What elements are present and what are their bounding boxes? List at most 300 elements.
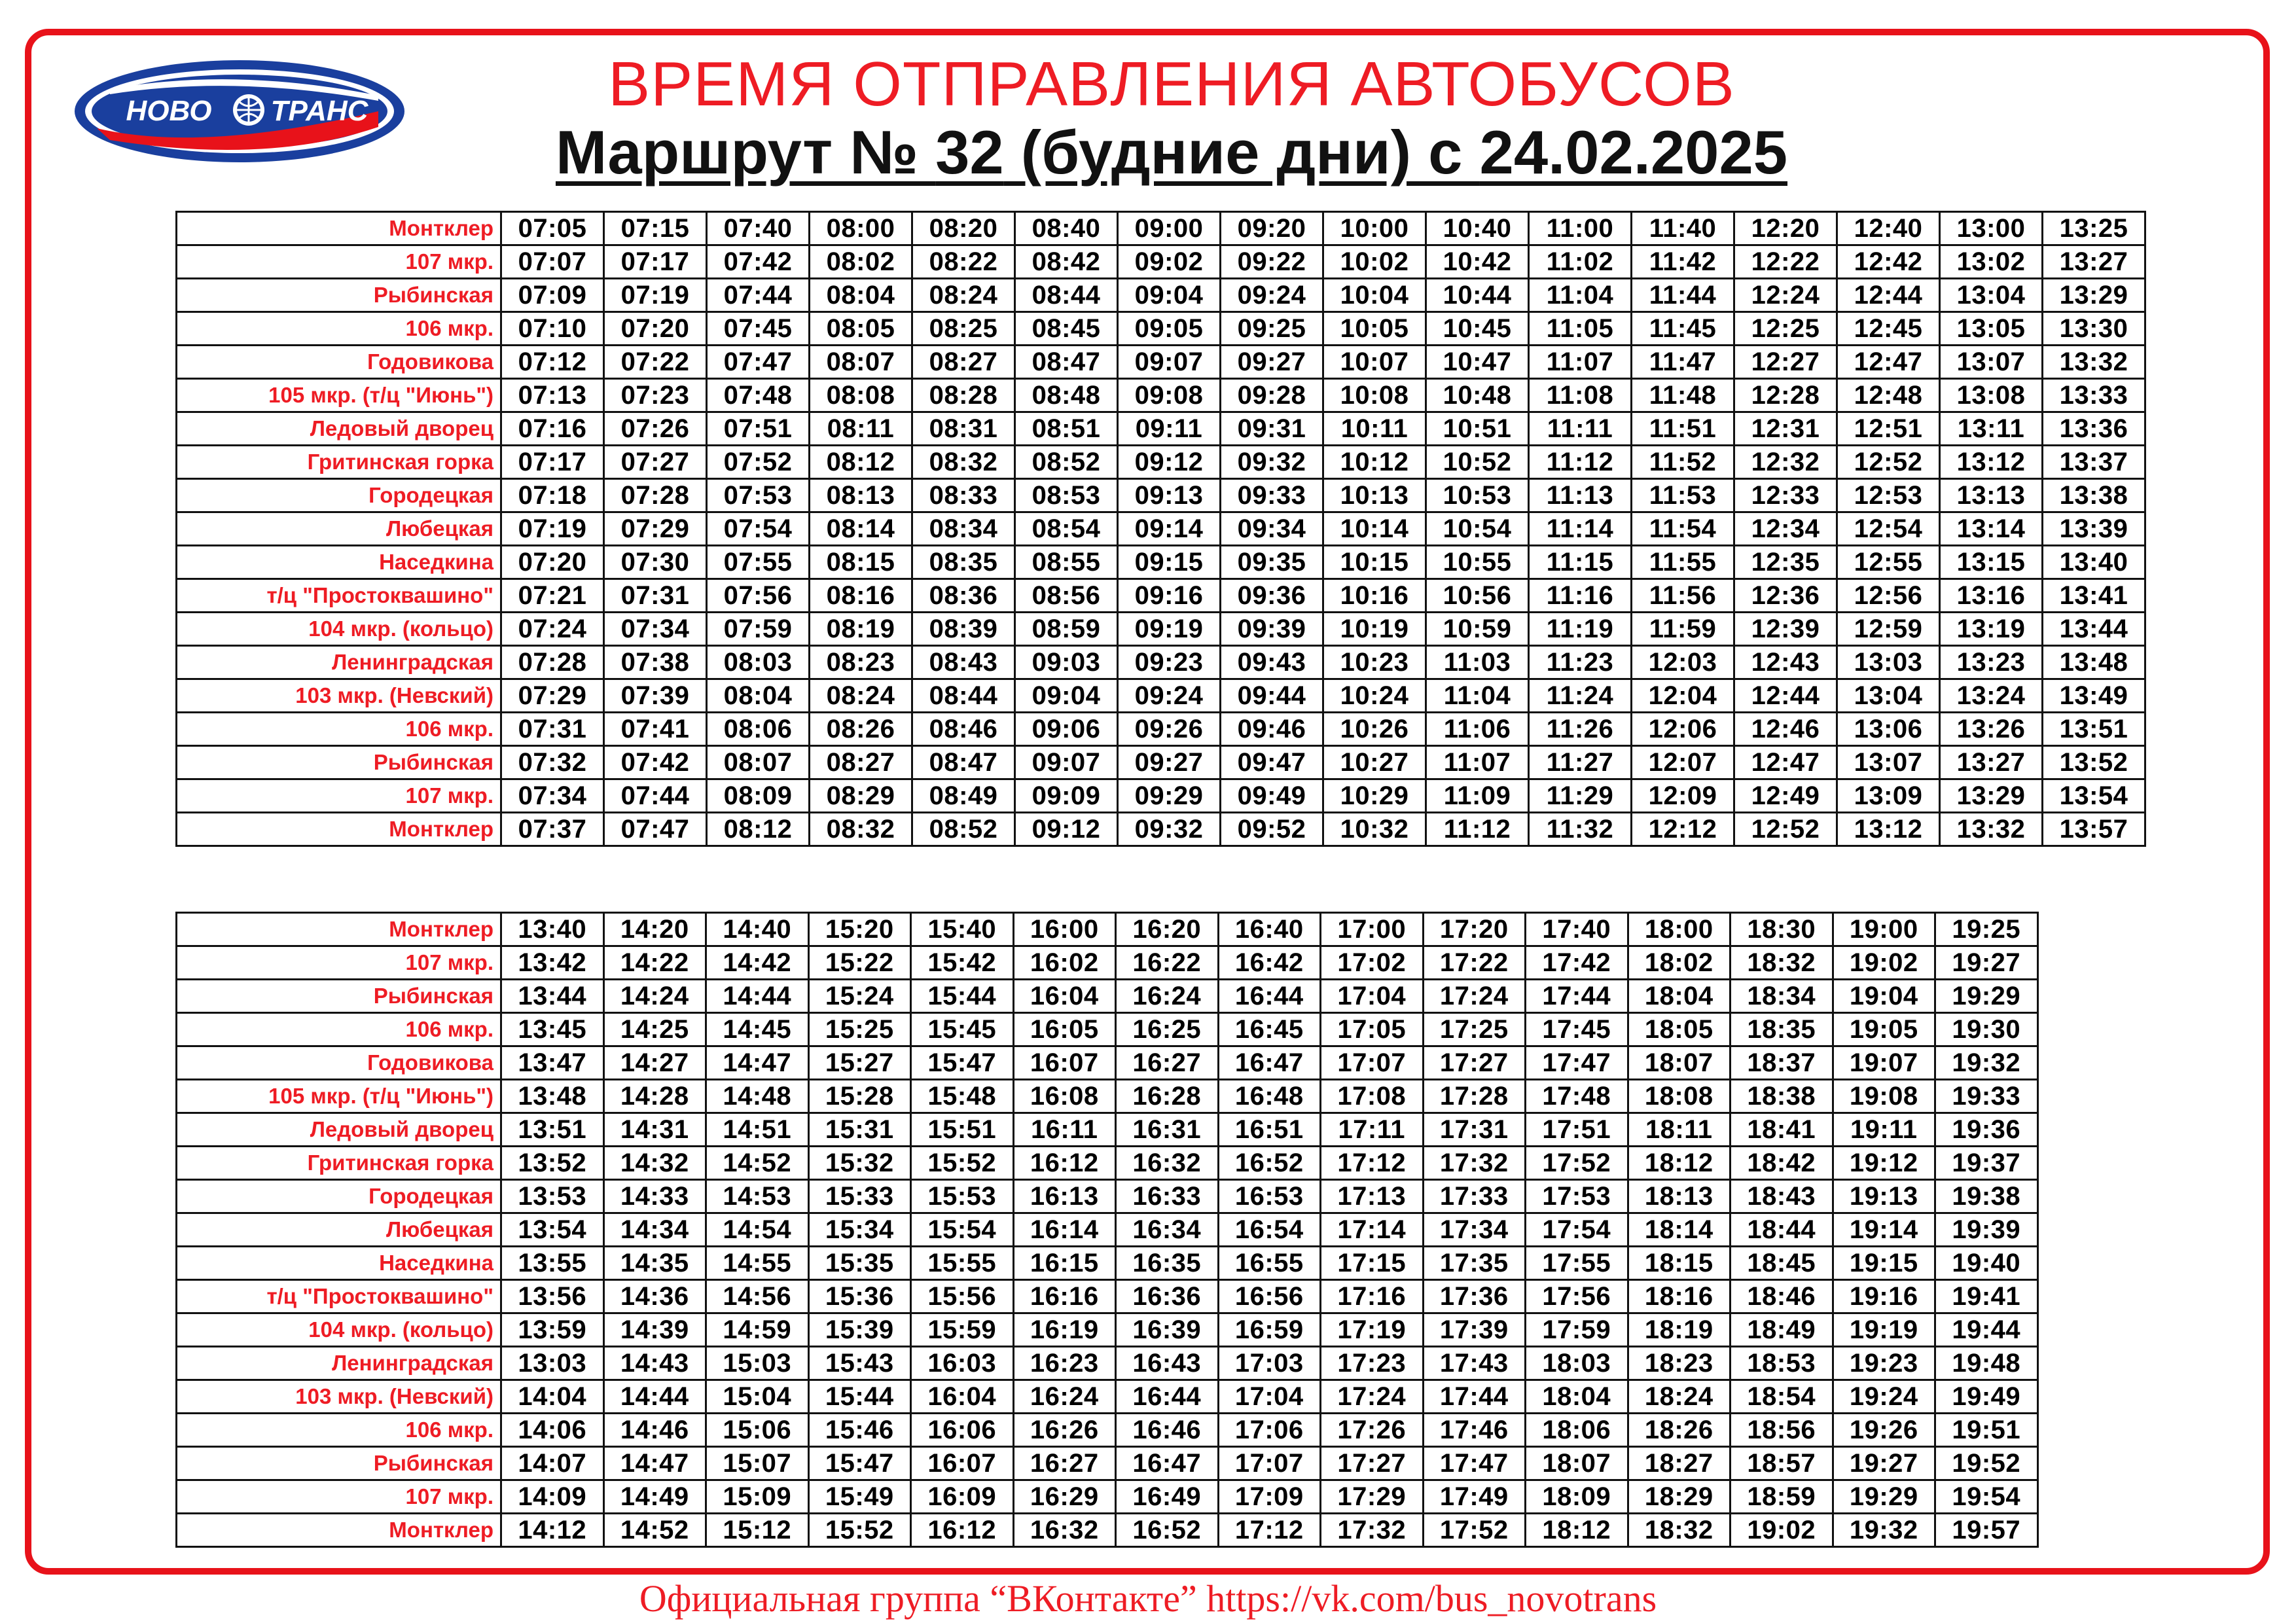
departure-time: 08:27: [912, 346, 1015, 379]
departure-time: 17:35: [1423, 1247, 1526, 1280]
departure-time: 09:39: [1221, 613, 1323, 646]
departure-time: 18:12: [1628, 1147, 1731, 1180]
departure-time: 13:24: [1940, 679, 2043, 713]
departure-time: 11:09: [1426, 779, 1529, 813]
departure-time: 07:39: [604, 679, 707, 713]
departure-time: 19:49: [1935, 1380, 2038, 1414]
departure-time: 09:26: [1118, 713, 1221, 746]
departure-time: 19:14: [1833, 1213, 1935, 1247]
departure-time: 13:37: [2043, 446, 2145, 479]
table-row: [177, 1247, 2038, 1280]
departure-time: 11:07: [1529, 346, 1632, 379]
departure-time: 10:47: [1426, 346, 1529, 379]
departure-time: 17:04: [1218, 1380, 1321, 1414]
departure-time: 15:56: [911, 1280, 1014, 1313]
departure-time: 08:36: [912, 579, 1015, 613]
departure-time: 14:48: [706, 1080, 809, 1113]
departure-time: 19:27: [1935, 946, 2038, 980]
departure-time: 17:12: [1218, 1514, 1321, 1547]
departure-time: 13:29: [2043, 279, 2145, 312]
table-row: [177, 512, 2145, 546]
departure-time: 07:41: [604, 713, 707, 746]
departure-time: 17:19: [1321, 1313, 1424, 1347]
departure-time: 19:32: [1935, 1046, 2038, 1080]
stop-name: 107 мкр.: [177, 245, 501, 279]
departure-time: 16:27: [1013, 1447, 1116, 1480]
departure-time: 14:40: [706, 913, 809, 946]
departure-time: 19:29: [1833, 1480, 1935, 1514]
table-row: [177, 1313, 2038, 1347]
departure-time: 10:02: [1323, 245, 1426, 279]
departure-time: 14:45: [706, 1013, 809, 1046]
departure-time: 16:28: [1116, 1080, 1219, 1113]
departure-time: 18:03: [1526, 1347, 1628, 1380]
departure-time: 08:07: [707, 746, 810, 779]
departure-time: 13:56: [501, 1280, 604, 1313]
departure-time: 11:32: [1529, 813, 1632, 846]
departure-time: 19:25: [1935, 913, 2038, 946]
departure-time: 14:28: [603, 1080, 706, 1113]
table-row: [177, 279, 2145, 312]
departure-time: 16:52: [1116, 1514, 1219, 1547]
departure-time: 19:19: [1833, 1313, 1935, 1347]
departure-time: 17:25: [1423, 1013, 1526, 1046]
departure-time: 14:24: [603, 980, 706, 1013]
departure-time: 15:25: [808, 1013, 911, 1046]
table-row: [177, 913, 2038, 946]
departure-time: 17:29: [1321, 1480, 1424, 1514]
table-row: [177, 1046, 2038, 1080]
departure-time: 12:39: [1734, 613, 1837, 646]
departure-time: 17:46: [1423, 1414, 1526, 1447]
departure-time: 12:56: [1837, 579, 1940, 613]
departure-time: 18:19: [1628, 1313, 1731, 1347]
departure-time: 16:56: [1218, 1280, 1321, 1313]
departure-time: 07:17: [604, 245, 707, 279]
departure-time: 12:36: [1734, 579, 1837, 613]
departure-time: 14:31: [603, 1113, 706, 1147]
departure-time: 16:32: [1116, 1147, 1219, 1180]
departure-time: 16:29: [1013, 1480, 1116, 1514]
departure-time: 07:21: [501, 579, 604, 613]
departure-time: 08:23: [810, 646, 912, 679]
departure-time: 13:59: [501, 1313, 604, 1347]
departure-time: 17:24: [1321, 1380, 1424, 1414]
departure-time: 15:09: [706, 1480, 809, 1514]
departure-time: 10:56: [1426, 579, 1529, 613]
departure-time: 13:36: [2043, 412, 2145, 446]
departure-time: 17:26: [1321, 1414, 1424, 1447]
departure-time: 15:27: [808, 1046, 911, 1080]
table-row: [177, 1080, 2038, 1113]
departure-time: 08:19: [810, 613, 912, 646]
departure-time: 12:48: [1837, 379, 1940, 412]
departure-time: 13:33: [2043, 379, 2145, 412]
departure-time: 08:12: [707, 813, 810, 846]
departure-time: 14:09: [501, 1480, 604, 1514]
departure-time: 11:16: [1529, 579, 1632, 613]
departure-time: 10:29: [1323, 779, 1426, 813]
departure-time: 18:37: [1731, 1046, 1833, 1080]
stop-name: Городецкая: [177, 1180, 501, 1213]
departure-time: 18:16: [1628, 1280, 1731, 1313]
departure-time: 07:23: [604, 379, 707, 412]
departure-time: 14:59: [706, 1313, 809, 1347]
departure-time: 11:47: [1632, 346, 1734, 379]
departure-time: 16:14: [1013, 1213, 1116, 1247]
departure-time: 07:42: [707, 245, 810, 279]
departure-time: 09:29: [1118, 779, 1221, 813]
table-row: [177, 1347, 2038, 1380]
departure-time: 13:29: [1940, 779, 2043, 813]
table-row: [177, 212, 2145, 245]
departure-time: 13:40: [2043, 546, 2145, 579]
departure-time: 07:19: [501, 512, 604, 546]
departure-time: 08:29: [810, 779, 912, 813]
table-row: [177, 779, 2145, 813]
departure-time: 15:06: [706, 1414, 809, 1447]
departure-time: 07:20: [501, 546, 604, 579]
departure-time: 14:52: [603, 1514, 706, 1547]
stop-name: 104 мкр. (кольцо): [177, 613, 501, 646]
departure-time: 19:11: [1833, 1113, 1935, 1147]
departure-time: 15:22: [808, 946, 911, 980]
departure-time: 12:35: [1734, 546, 1837, 579]
departure-time: 18:07: [1628, 1046, 1731, 1080]
departure-time: 08:04: [810, 279, 912, 312]
departure-time: 08:34: [912, 512, 1015, 546]
departure-time: 18:04: [1628, 980, 1731, 1013]
departure-time: 15:24: [808, 980, 911, 1013]
departure-time: 18:32: [1628, 1514, 1731, 1547]
departure-time: 08:47: [912, 746, 1015, 779]
departure-time: 09:12: [1015, 813, 1118, 846]
departure-time: 11:12: [1426, 813, 1529, 846]
departure-time: 18:32: [1731, 946, 1833, 980]
stop-name: 107 мкр.: [177, 946, 501, 980]
departure-time: 17:32: [1423, 1147, 1526, 1180]
departure-time: 17:07: [1218, 1447, 1321, 1480]
table-row: [177, 713, 2145, 746]
departure-time: 08:44: [1015, 279, 1118, 312]
departure-time: 18:02: [1628, 946, 1731, 980]
table-row: [177, 1414, 2038, 1447]
departure-time: 16:00: [1013, 913, 1116, 946]
table-row: [177, 946, 2038, 980]
departure-time: 17:11: [1321, 1113, 1424, 1147]
stop-name: Монтклер: [177, 212, 501, 245]
departure-time: 08:53: [1015, 479, 1118, 512]
departure-time: 08:20: [912, 212, 1015, 245]
departure-time: 09:07: [1015, 746, 1118, 779]
departure-time: 13:51: [2043, 713, 2145, 746]
page-title: ВРЕМЯ ОТПРАВЛЕНИЯ АВТОБУСОВ: [608, 49, 1735, 119]
departure-time: 13:04: [1837, 679, 1940, 713]
departure-time: 16:23: [1013, 1347, 1116, 1380]
departure-time: 17:53: [1526, 1180, 1628, 1213]
departure-time: 17:03: [1218, 1347, 1321, 1380]
table-row: [177, 1447, 2038, 1480]
departure-time: 10:19: [1323, 613, 1426, 646]
departure-time: 07:24: [501, 613, 604, 646]
departure-time: 15:39: [808, 1313, 911, 1347]
departure-time: 08:02: [810, 245, 912, 279]
departure-time: 07:34: [604, 613, 707, 646]
departure-time: 18:13: [1628, 1180, 1731, 1213]
departure-time: 10:54: [1426, 512, 1529, 546]
departure-time: 12:22: [1734, 245, 1837, 279]
departure-time: 09:02: [1118, 245, 1221, 279]
departure-time: 09:07: [1118, 346, 1221, 379]
departure-time: 19:30: [1935, 1013, 2038, 1046]
logo-text-part2: ТРАНС: [270, 95, 368, 127]
stop-name: 104 мкр. (кольцо): [177, 1313, 501, 1347]
departure-time: 11:15: [1529, 546, 1632, 579]
departure-time: 15:35: [808, 1247, 911, 1280]
stop-name: Монтклер: [177, 813, 501, 846]
stop-name: 103 мкр. (Невский): [177, 1380, 501, 1414]
departure-time: 18:30: [1731, 913, 1833, 946]
table-row: [177, 446, 2145, 479]
departure-time: 08:32: [912, 446, 1015, 479]
departure-time: 12:28: [1734, 379, 1837, 412]
stop-name: 106 мкр.: [177, 1414, 501, 1447]
departure-time: 16:46: [1116, 1414, 1219, 1447]
departure-time: 16:07: [911, 1447, 1014, 1480]
stop-name: 106 мкр.: [177, 713, 501, 746]
departure-time: 12:27: [1734, 346, 1837, 379]
departure-time: 19:02: [1833, 946, 1935, 980]
departure-time: 09:22: [1221, 245, 1323, 279]
departure-time: 09:28: [1221, 379, 1323, 412]
departure-time: 08:07: [810, 346, 912, 379]
departure-time: 18:14: [1628, 1213, 1731, 1247]
departure-time: 12:55: [1837, 546, 1940, 579]
departure-time: 17:44: [1526, 980, 1628, 1013]
departure-time: 07:56: [707, 579, 810, 613]
departure-time: 16:49: [1116, 1480, 1219, 1514]
departure-time: 07:05: [501, 212, 604, 245]
departure-time: 17:27: [1321, 1447, 1424, 1480]
departure-time: 16:02: [1013, 946, 1116, 980]
schedule-table-morning: [175, 211, 2146, 847]
departure-time: 09:47: [1221, 746, 1323, 779]
departure-time: 16:25: [1116, 1013, 1219, 1046]
departure-time: 08:24: [912, 279, 1015, 312]
departure-time: 14:27: [603, 1046, 706, 1080]
departure-time: 14:22: [603, 946, 706, 980]
departure-time: 17:22: [1423, 946, 1526, 980]
departure-time: 18:38: [1731, 1080, 1833, 1113]
departure-time: 15:59: [911, 1313, 1014, 1347]
departure-time: 17:16: [1321, 1280, 1424, 1313]
stop-name: Любецкая: [177, 1213, 501, 1247]
table-row: [177, 412, 2145, 446]
departure-time: 13:30: [2043, 312, 2145, 346]
departure-time: 13:19: [1940, 613, 2043, 646]
departure-time: 11:51: [1632, 412, 1734, 446]
departure-time: 07:09: [501, 279, 604, 312]
departure-time: 08:52: [912, 813, 1015, 846]
departure-time: 08:39: [912, 613, 1015, 646]
departure-time: 16:11: [1013, 1113, 1116, 1147]
departure-time: 08:04: [707, 679, 810, 713]
stop-name: 106 мкр.: [177, 312, 501, 346]
logo-text-part1: НОВО: [126, 95, 212, 127]
departure-time: 14:32: [603, 1147, 706, 1180]
departure-time: 13:04: [1940, 279, 2043, 312]
departure-time: 15:33: [808, 1180, 911, 1213]
departure-time: 19:13: [1833, 1180, 1935, 1213]
table-row: [177, 646, 2145, 679]
departure-time: 11:54: [1632, 512, 1734, 546]
departure-time: 14:56: [706, 1280, 809, 1313]
departure-time: 07:15: [604, 212, 707, 245]
departure-time: 15:52: [911, 1147, 1014, 1180]
departure-time: 13:23: [1940, 646, 2043, 679]
departure-time: 12:44: [1837, 279, 1940, 312]
departure-time: 13:13: [1940, 479, 2043, 512]
departure-time: 17:52: [1526, 1147, 1628, 1180]
departure-time: 09:05: [1118, 312, 1221, 346]
stop-name: Наседкина: [177, 546, 501, 579]
departure-time: 08:42: [1015, 245, 1118, 279]
departure-time: 18:34: [1731, 980, 1833, 1013]
departure-time: 14:06: [501, 1414, 604, 1447]
departure-time: 11:52: [1632, 446, 1734, 479]
departure-time: 08:26: [810, 713, 912, 746]
departure-time: 18:45: [1731, 1247, 1833, 1280]
departure-time: 08:40: [1015, 212, 1118, 245]
departure-time: 11:27: [1529, 746, 1632, 779]
departure-time: 07:38: [604, 646, 707, 679]
departure-time: 14:34: [603, 1213, 706, 1247]
departure-time: 16:32: [1013, 1514, 1116, 1547]
departure-time: 16:20: [1116, 913, 1219, 946]
departure-time: 07:29: [501, 679, 604, 713]
departure-time: 16:51: [1218, 1113, 1321, 1147]
departure-time: 12:45: [1837, 312, 1940, 346]
departure-time: 07:37: [501, 813, 604, 846]
departure-time: 18:41: [1731, 1113, 1833, 1147]
departure-time: 19:51: [1935, 1414, 2038, 1447]
departure-time: 07:32: [501, 746, 604, 779]
departure-time: 16:40: [1218, 913, 1321, 946]
departure-time: 07:42: [604, 746, 707, 779]
departure-time: 19:27: [1833, 1447, 1935, 1480]
departure-time: 18:04: [1526, 1380, 1628, 1414]
departure-time: 17:45: [1526, 1013, 1628, 1046]
departure-time: 07:29: [604, 512, 707, 546]
departure-time: 13:53: [501, 1180, 604, 1213]
departure-time: 10:45: [1426, 312, 1529, 346]
departure-time: 15:07: [706, 1447, 809, 1480]
departure-time: 12:06: [1632, 713, 1734, 746]
departure-time: 08:31: [912, 412, 1015, 446]
stop-name: Городецкая: [177, 479, 501, 512]
departure-time: 19:23: [1833, 1347, 1935, 1380]
departure-time: 07:54: [707, 512, 810, 546]
departure-time: 13:08: [1940, 379, 2043, 412]
departure-time: 13:48: [501, 1080, 604, 1113]
departure-time: 13:27: [2043, 245, 2145, 279]
departure-time: 13:44: [2043, 613, 2145, 646]
departure-time: 17:06: [1218, 1414, 1321, 1447]
departure-time: 17:13: [1321, 1180, 1424, 1213]
departure-time: 09:24: [1118, 679, 1221, 713]
departure-time: 07:16: [501, 412, 604, 446]
departure-time: 16:04: [911, 1380, 1014, 1414]
departure-time: 08:25: [912, 312, 1015, 346]
departure-time: 15:48: [911, 1080, 1014, 1113]
departure-time: 13:07: [1837, 746, 1940, 779]
departure-time: 07:28: [604, 479, 707, 512]
departure-time: 18:46: [1731, 1280, 1833, 1313]
stop-name: т/ц "Простоквашино": [177, 579, 501, 613]
departure-time: 11:59: [1632, 613, 1734, 646]
stop-name: Монтклер: [177, 913, 501, 946]
departure-time: 12:52: [1837, 446, 1940, 479]
departure-time: 09:31: [1221, 412, 1323, 446]
departure-time: 07:53: [707, 479, 810, 512]
departure-time: 16:42: [1218, 946, 1321, 980]
departure-time: 13:26: [1940, 713, 2043, 746]
departure-time: 08:48: [1015, 379, 1118, 412]
departure-time: 07:18: [501, 479, 604, 512]
departure-time: 15:40: [911, 913, 1014, 946]
departure-time: 08:49: [912, 779, 1015, 813]
departure-time: 15:54: [911, 1213, 1014, 1247]
departure-time: 11:11: [1529, 412, 1632, 446]
departure-time: 13:32: [1940, 813, 2043, 846]
departure-time: 12:34: [1734, 512, 1837, 546]
departure-time: 14:52: [706, 1147, 809, 1180]
departure-time: 14:49: [603, 1480, 706, 1514]
stop-name: Ледовый дворец: [177, 1113, 501, 1147]
departure-time: 16:48: [1218, 1080, 1321, 1113]
departure-time: 07:20: [604, 312, 707, 346]
departure-time: 17:32: [1321, 1514, 1424, 1547]
departure-time: 16:24: [1116, 980, 1219, 1013]
departure-time: 12:52: [1734, 813, 1837, 846]
table-row: [177, 1180, 2038, 1213]
departure-time: 08:13: [810, 479, 912, 512]
stop-name: Монтклер: [177, 1514, 501, 1547]
departure-time: 11:14: [1529, 512, 1632, 546]
departure-time: 16:19: [1013, 1313, 1116, 1347]
departure-time: 13:12: [1837, 813, 1940, 846]
departure-time: 14:47: [706, 1046, 809, 1080]
departure-time: 10:53: [1426, 479, 1529, 512]
departure-time: 15:49: [808, 1480, 911, 1514]
departure-time: 13:42: [501, 946, 604, 980]
departure-time: 13:03: [501, 1347, 604, 1380]
departure-time: 15:47: [808, 1447, 911, 1480]
departure-time: 13:03: [1837, 646, 1940, 679]
departure-time: 17:08: [1321, 1080, 1424, 1113]
departure-time: 12:33: [1734, 479, 1837, 512]
departure-time: 09:35: [1221, 546, 1323, 579]
departure-time: 11:02: [1529, 245, 1632, 279]
subtitle-mid: (будние дни) с: [1003, 118, 1480, 187]
departure-time: 16:08: [1013, 1080, 1116, 1113]
departure-time: 18:35: [1731, 1013, 1833, 1046]
departure-time: 19:00: [1833, 913, 1935, 946]
departure-time: 19:57: [1935, 1514, 2038, 1547]
departure-time: 16:24: [1013, 1380, 1116, 1414]
departure-time: 17:56: [1526, 1280, 1628, 1313]
departure-time: 15:20: [808, 913, 911, 946]
